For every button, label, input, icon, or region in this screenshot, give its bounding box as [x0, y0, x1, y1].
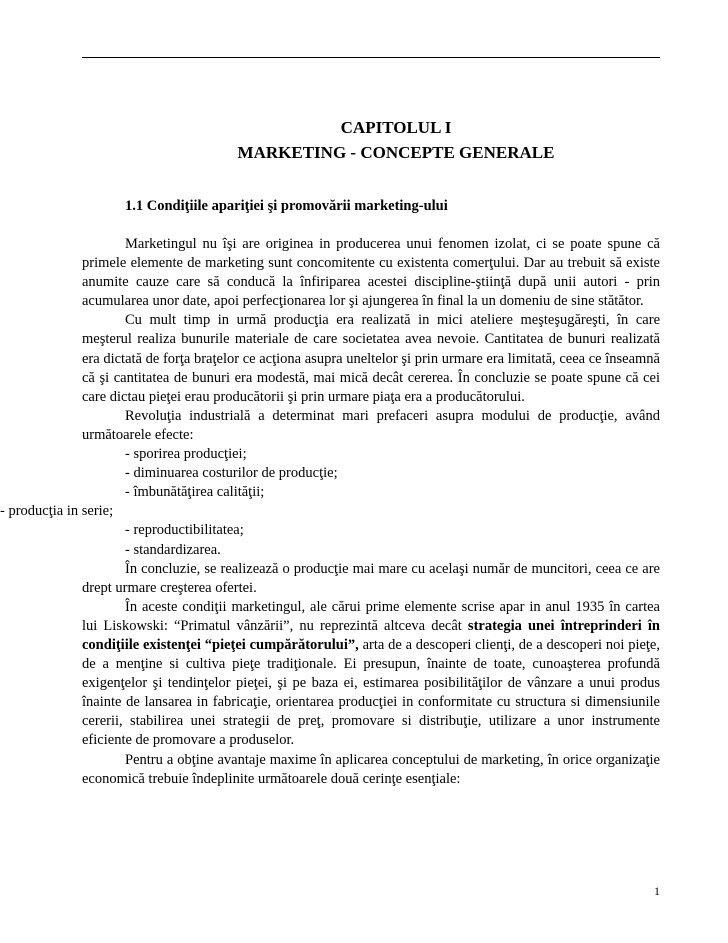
list-item: - producţia in serie; — [0, 503, 114, 520]
body-text — [0, 235, 660, 789]
list-item: - diminuarea costurilor de producţie; — [125, 465, 338, 482]
section-heading: 1.1 Condiţiile apariţiei şi promovării marketing-ului — [125, 198, 448, 214]
paragraph-industrial-revolution: Revoluţia industrială a determinat mari prefaceri asupra modului de producţie, având următoarele efecte: — [82, 407, 660, 443]
list-item: - standardizarea. — [125, 541, 221, 558]
paragraph-marketing-definition — [82, 598, 660, 751]
paragraph-text: În aceste condiţii marketingul, ale cărui prime elemente scrise apar in anul 1935 în cartea lui Liskowski: “Primatul vânzării”, nu reprezintă altceva decât — [82, 598, 660, 634]
chapter-label: CAPITOLUL I — [340, 118, 452, 137]
list-item: - îmbunătăţirea calităţii; — [125, 484, 265, 501]
paragraph-requirements: Pentru a obţine avantaje maxime în aplicarea conceptului de marketing, în orice organizaţie economică trebuie îndeplinite următoarele două cerinţe esenţiale: — [82, 751, 660, 787]
list-item: - sporirea producţiei; — [125, 446, 247, 463]
bold-phrase: strategia unei întreprinderi în condiţiile existenţei “pieţei cumpărătorului”, — [82, 617, 660, 653]
paragraph-text: arta de a descoperi clienţi, de a descoperi noi pieţe, de a menţine si cultiva pieţe tradiţionale. Ei presupun, înainte de toate, cunoaşterea profundă exigenţelor şi tendinţelor pieţei, şi pe baza ei, estimarea posibilităţilor de vânzare a unui produs înainte de lansarea in fabricaţie, orientarea producţiei in conformitate cu structura si dimensiunile cererii, stabilirea unei strategii de preţ, promovare si distribuţie, utilizare a unor instrumente eficiente de promovare a produselor. — [82, 636, 660, 749]
paragraph-workshops: Cu mult timp in urmă producţia era realizată in mici ateliere meşteşugăreşti, în care meşterul realiza bunurile materiale de care societatea avea nevoie. Cantitatea de bunuri realizată era dictată de forţa braţelor ce acţiona asupra uneltelor şi prin urmare era limitată, ceea ce înseamnă că şi cantitatea de bunuri era modestă, mai mică decât cererea. În concluzie se poate spune că cei care dictau pieţei erau producătorii şi prin urmare piaţa era a producătorului. — [82, 312, 660, 405]
paragraph-conclusion: În concluzie, se realizează o producţie mai mare cu acelaşi număr de muncitori, ceea ce are drept urmare creşterea ofertei. — [82, 560, 660, 596]
list-item: - reproductibilitatea; — [125, 522, 244, 539]
paragraph-origin: Marketingul nu îşi are originea in producerea unui fenomen izolat, ci se poate spune că primele elemente de marketing sunt concomitente cu existenta comerţului. Dar au trebuit să existe anumite cauze care să conducă la înfiriparea acestei discipline-ştiinţă după unii autori - prin acumularea unor date, apoi perfecţionarea lor şi ajungerea în final la un domeniu de sine stătător. — [82, 236, 660, 310]
page-number: 1 — [654, 884, 660, 898]
chapter-title: MARKETING - CONCEPTE GENERALE — [237, 143, 555, 162]
header-rule — [82, 57, 660, 58]
